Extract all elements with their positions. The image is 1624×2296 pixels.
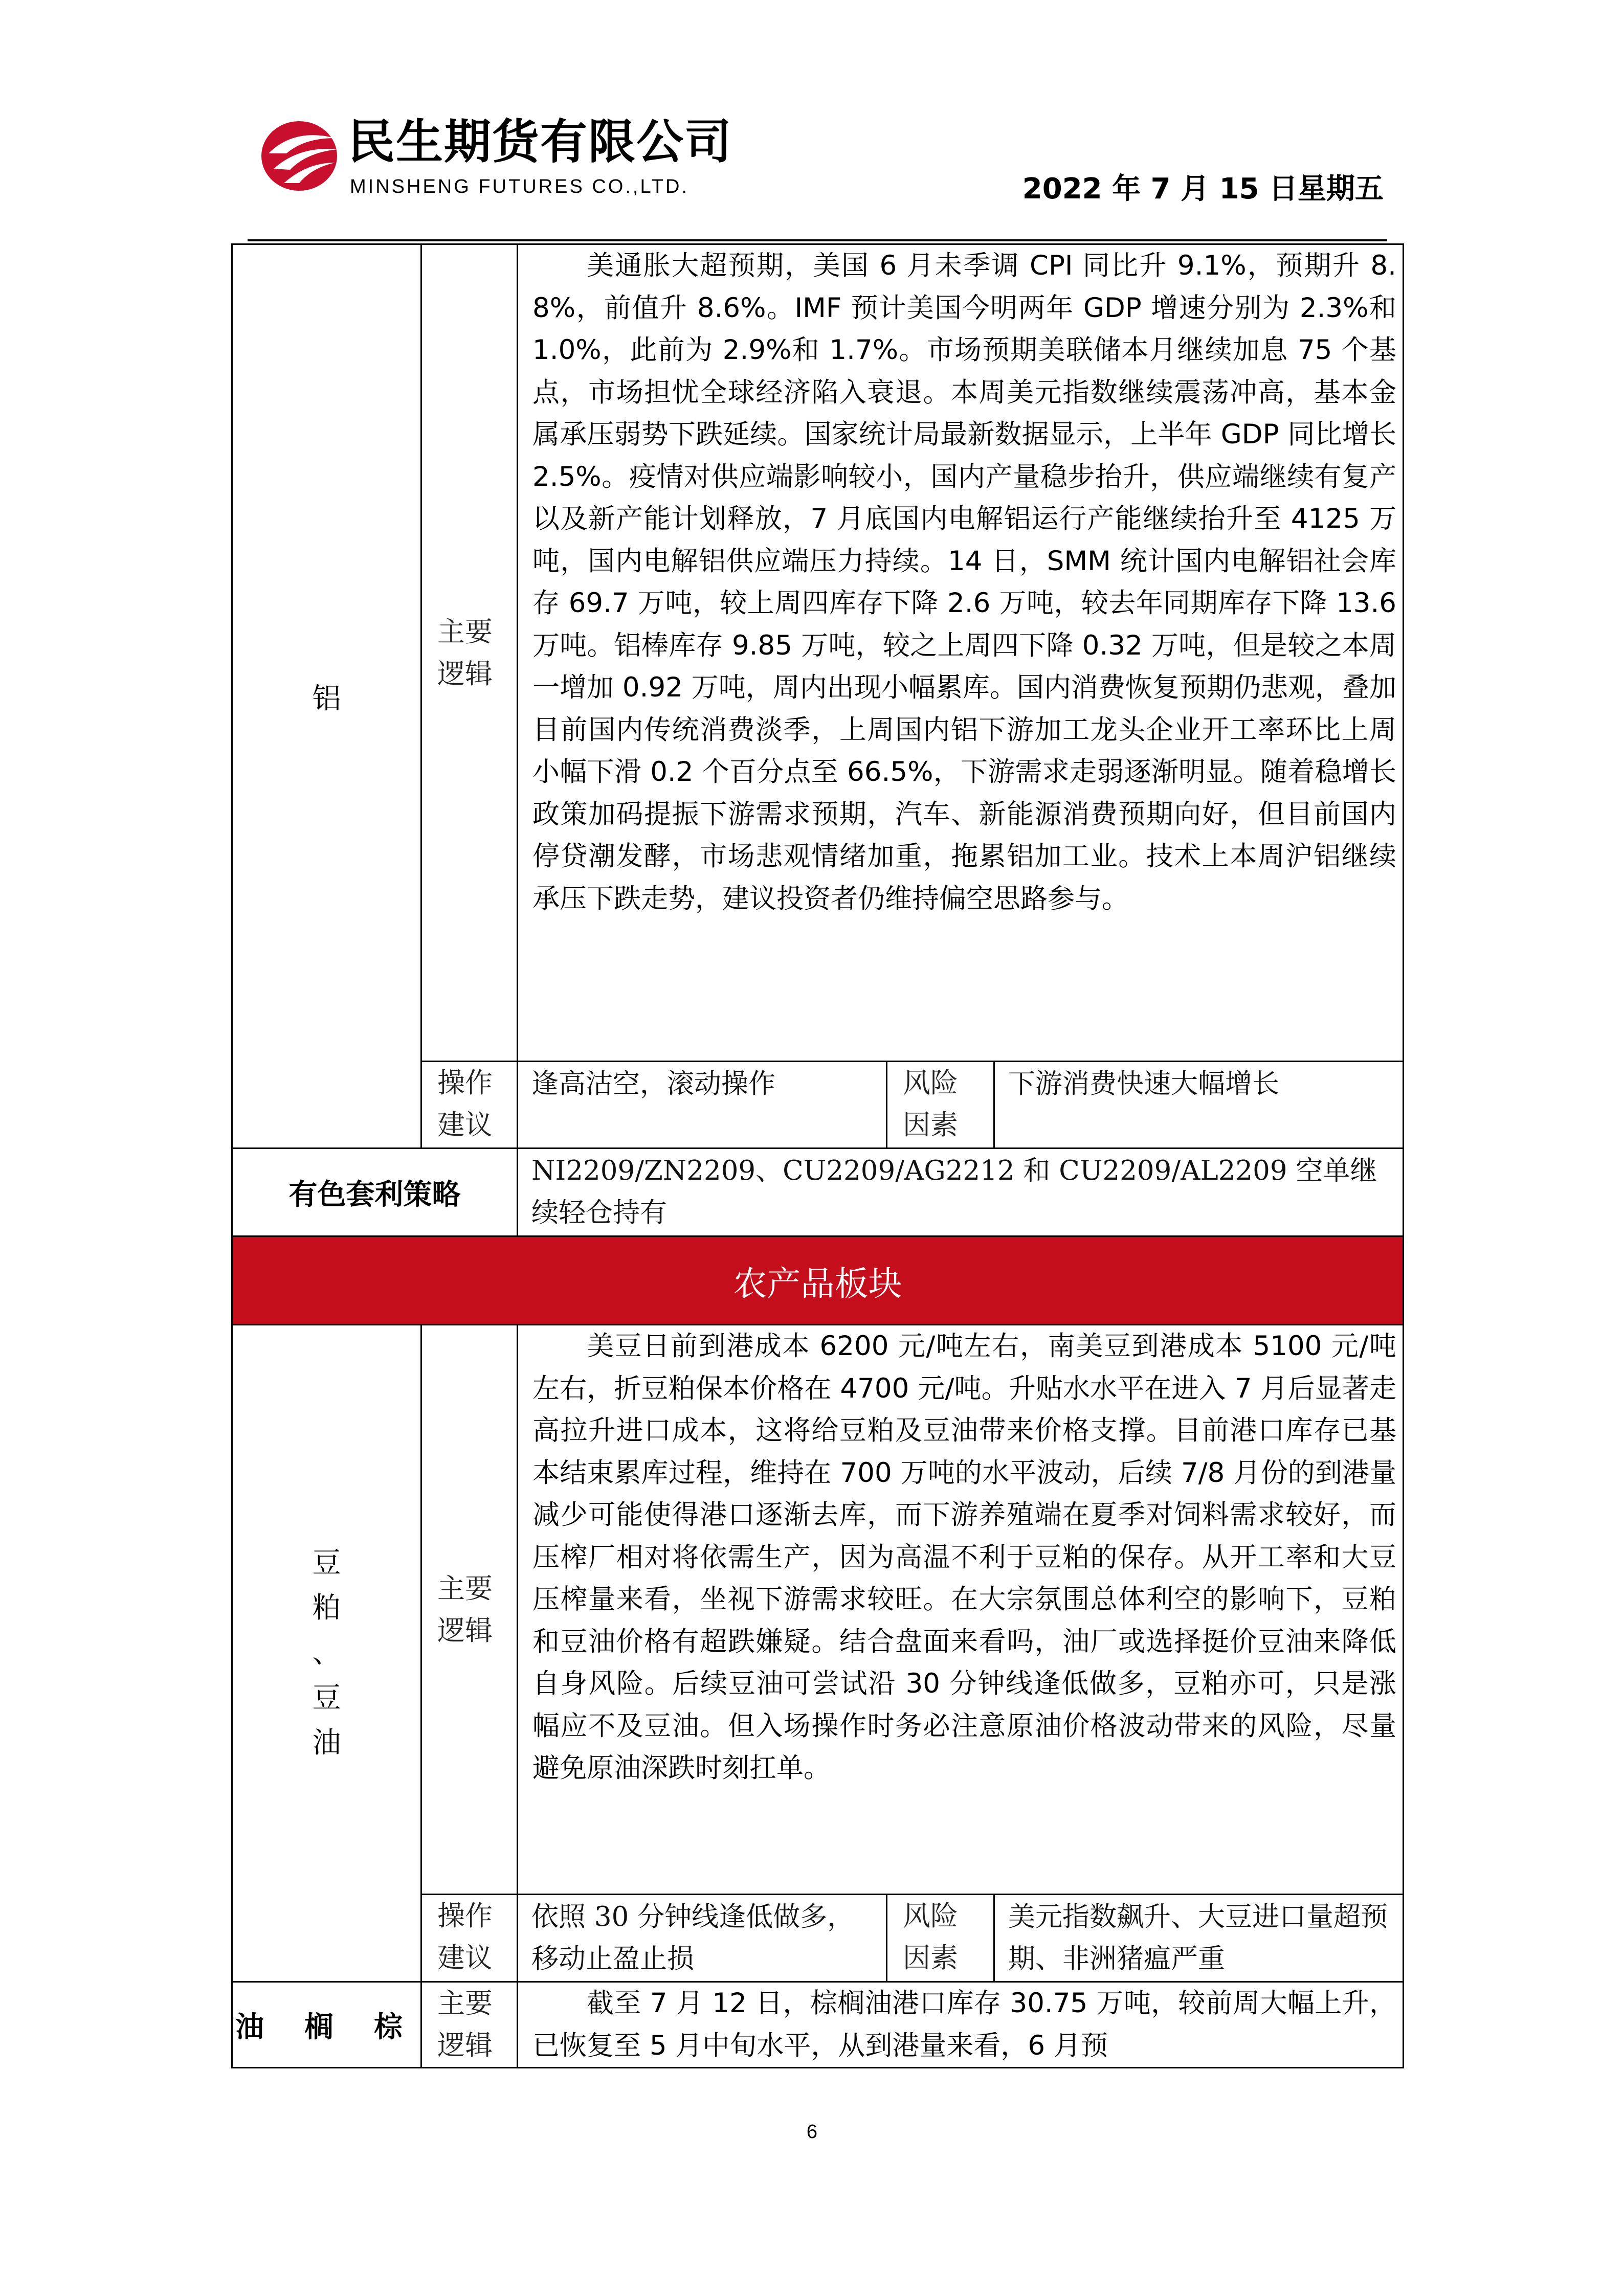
label-operation-advice xyxy=(421,1895,518,1982)
soy-advice-text: 依照 30 分钟线逢低做多，移动止盈止损 xyxy=(518,1895,887,1982)
label-risk-factor xyxy=(887,1895,994,1982)
label-text: 风险 因素 xyxy=(903,1900,958,1974)
aluminum-risk-text: 下游消费快速大幅增长 xyxy=(994,1062,1404,1149)
name-text: 豆 粕 、 豆 油 xyxy=(312,1546,341,1760)
agri-banner-row xyxy=(232,1236,1404,1325)
page-number: 6 xyxy=(806,2121,818,2143)
company-name-cn: 民生期货有限公司 xyxy=(348,115,733,169)
commodity-name-aluminum: 铝 xyxy=(232,244,421,1149)
page-header xyxy=(0,0,1624,245)
label-text: 主要 逻辑 xyxy=(437,1572,493,1647)
palm-logic-row xyxy=(232,1982,1404,2068)
soy-logic-text: 美豆日前到港成本 6200 元/吨左右，南美豆到港成本 5100 元/吨左右，折豆粕保本价格在 4700 元/吨。升贴水水平在进入 7 月后显著走高拉升进口成本，这将给豆粕及豆油带来价格支撑。目前港口库存已基本结束累库过程，维持在 700 万吨的水平波动，后续 7/8 月份的到港量减少可能使得港口逐渐去库，而下游养殖端在夏季对饲料需求较好，而压榨厂相对将依需生产，因为高温不利于豆粕的保存。从开工率和大豆压榨量来看，坐视下游需求较旺。在大宗氛围总体利空的影响下，豆粕和豆油价格有超跌嫌疑。结合盘面来看吗，油厂或选择挺价豆油来降低自身风险。后续豆油可尝试沿 30 分钟线逢低做多，豆粕亦可，只是涨幅应不及豆油。但入场操作时务必注意原油价格波动带来的风险，尽量避免原油深跌时刻扛单。 xyxy=(518,1325,1404,1895)
palm-logic-text: 截至 7 月 12 日，棕榈油港口库存 30.75 万吨，较前周大幅上升，已恢复至 5 月中旬水平，从到港量来看，6 月预 xyxy=(518,1982,1404,2068)
label-main-logic xyxy=(421,1325,518,1895)
report-date: 2022 年 7 月 15 日星期五 xyxy=(1022,172,1384,206)
label-text: 主要 逻辑 xyxy=(437,615,493,690)
commodity-name-palm: 油 榈 棕 xyxy=(232,1982,421,2068)
label-risk-factor xyxy=(887,1062,994,1149)
arbitrage-text: NI2209/ZN2209、CU2209/AG2212 和 CU2209/AL2209 空单继续轻仓持有 xyxy=(518,1149,1404,1236)
minsheng-logo-icon xyxy=(258,118,340,194)
aluminum-logic-text: 美通胀大超预期，美国 6 月未季调 CPI 同比升 9.1%，预期升 8.8%，前值升 8.6%。IMF 预计美国今明两年 GDP 增速分别为 2.3%和 1.0%，此前为 2.9%和 1.7%。市场预期美联储本月继续加息 75 个基点，市场担忧全球经济陷入衰退。本周美元指数继续震荡冲高，基本金属承压弱势下跌延续。国家统计局最新数据显示，上半年 GDP 同比增长 2.5%。疫情对供应端影响较小，国内产量稳步抬升，供应端继续有复产以及新产能计划释放，7 月底国内电解铝运行产能继续抬升至 4125 万吨，国内电解铝供应端压力持续。14 日，SMM 统计国内电解铝社会库存 69.7 万吨，较上周四库存下降 2.6 万吨，较去年同期库存下降 13.6 万吨。铝棒库存 9.85 万吨，较之上周四下降 0.32 万吨，但是较之本周一增加 0.92 万吨，周内出现小幅累库。国内消费恢复预期仍悲观，叠加目前国内传统消费淡季，上周国内铝下游加工龙头企业开工率环比上周小幅下滑 0.2 个百分点至 66.5%，下游需求走弱逐渐明显。随着稳增长政策加码提振下游需求预期，汽车、新能源消费预期向好，但目前国内停贷潮发酵，市场悲观情绪加重，拖累铝加工业。技术上本周沪铝继续承压下跌走势，建议投资者仍维持偏空思路参与。 xyxy=(518,244,1404,1062)
header-divider xyxy=(248,239,1387,241)
label-text: 主要 逻辑 xyxy=(437,1987,493,2061)
arbitrage-row xyxy=(232,1149,1404,1236)
arbitrage-name: 有色套利策略 xyxy=(232,1149,518,1236)
label-text: 操作 建议 xyxy=(437,1900,493,1974)
label-main-logic xyxy=(421,244,518,1062)
soy-risk-text: 美元指数飙升、大豆进口量超预期、非洲猪瘟严重 xyxy=(994,1895,1404,1982)
soy-logic-row xyxy=(232,1325,1404,1895)
report-table xyxy=(231,243,1404,2068)
label-main-logic xyxy=(421,1982,518,2068)
label-text: 操作 建议 xyxy=(437,1067,493,1141)
section-banner-agri: 农产品板块 xyxy=(232,1236,1404,1325)
commodity-name-soy xyxy=(232,1325,421,1982)
label-operation-advice xyxy=(421,1062,518,1149)
aluminum-logic-row xyxy=(232,244,1404,1062)
label-text: 风险 因素 xyxy=(903,1067,958,1141)
aluminum-advice-text: 逢高沽空，滚动操作 xyxy=(518,1062,887,1149)
company-name-en: MINSHENG FUTURES CO.,LTD. xyxy=(350,176,689,197)
